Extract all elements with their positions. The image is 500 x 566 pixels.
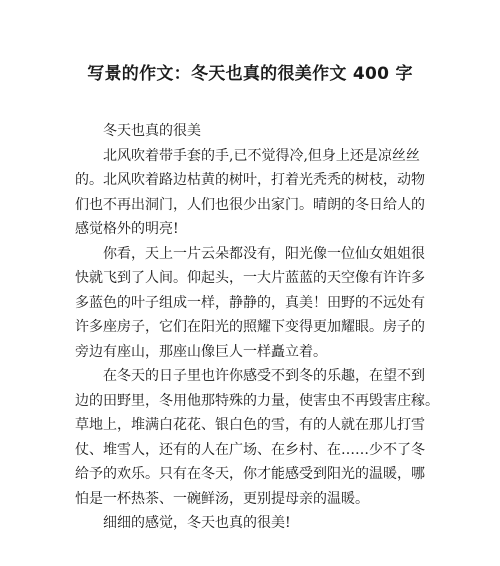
paragraph-line: 仗、堆雪人，还有的人在广场、在乡村、在……少不了冬 (75, 441, 425, 458)
closing-line: 细细的感觉，冬天也真的很美! (103, 515, 291, 531)
paragraph-line: 的。北风吹着路边枯黄的树叶，打着光秃秃的树枝，动物 (75, 172, 425, 188)
subtitle-line: 冬天也真的很美 (103, 123, 201, 139)
paragraph-line: 边的田野里，冬用他那特殊的力量，使害虫不再毁害庄稼。 (75, 392, 439, 409)
article-body (75, 119, 439, 536)
paragraph-line: 许多座房子，它们在阳光的照耀下变得更加耀眼。房子的 (75, 319, 425, 335)
paragraph-line: 你看，天上一片云朵都没有，阳光像一位仙女姐姐很 (103, 245, 425, 262)
paragraph-line: 草地上，堆满白花花、银白色的雪，有的人就在那儿打雪 (75, 417, 425, 433)
paragraph-line: 给予的欢乐。只有在冬天，你才能感受到阳光的温暖，哪 (75, 466, 425, 482)
paragraph-line: 在冬天的日子里也许你感受不到冬的乐趣，在望不到 (103, 368, 425, 384)
paragraph-line: 们也不再出洞门，人们也很少出家门。晴朗的冬日给人的 (75, 196, 425, 213)
paragraph-line: 旁边有座山，那座山像巨人一样矗立着。 (75, 343, 327, 360)
paragraph-line: 怕是一杯热茶、一碗鲜汤，更别提母亲的温暖。 (75, 490, 369, 507)
paragraph-line: 快就飞到了人间。仰起头，一大片蓝蓝的天空像有许许多 (75, 270, 425, 286)
paragraph-line: 感觉格外的明亮! (75, 221, 179, 237)
paragraph-line: 北风吹着带手套的手,已不觉得冷,但身上还是凉丝丝 (103, 147, 420, 164)
article-title: 写景的作文：冬天也真的很美作文 400 字 (87, 64, 413, 84)
paragraph-line: 多蓝色的叶子组成一样，静静的，真美！田野的不远处有 (75, 294, 425, 311)
